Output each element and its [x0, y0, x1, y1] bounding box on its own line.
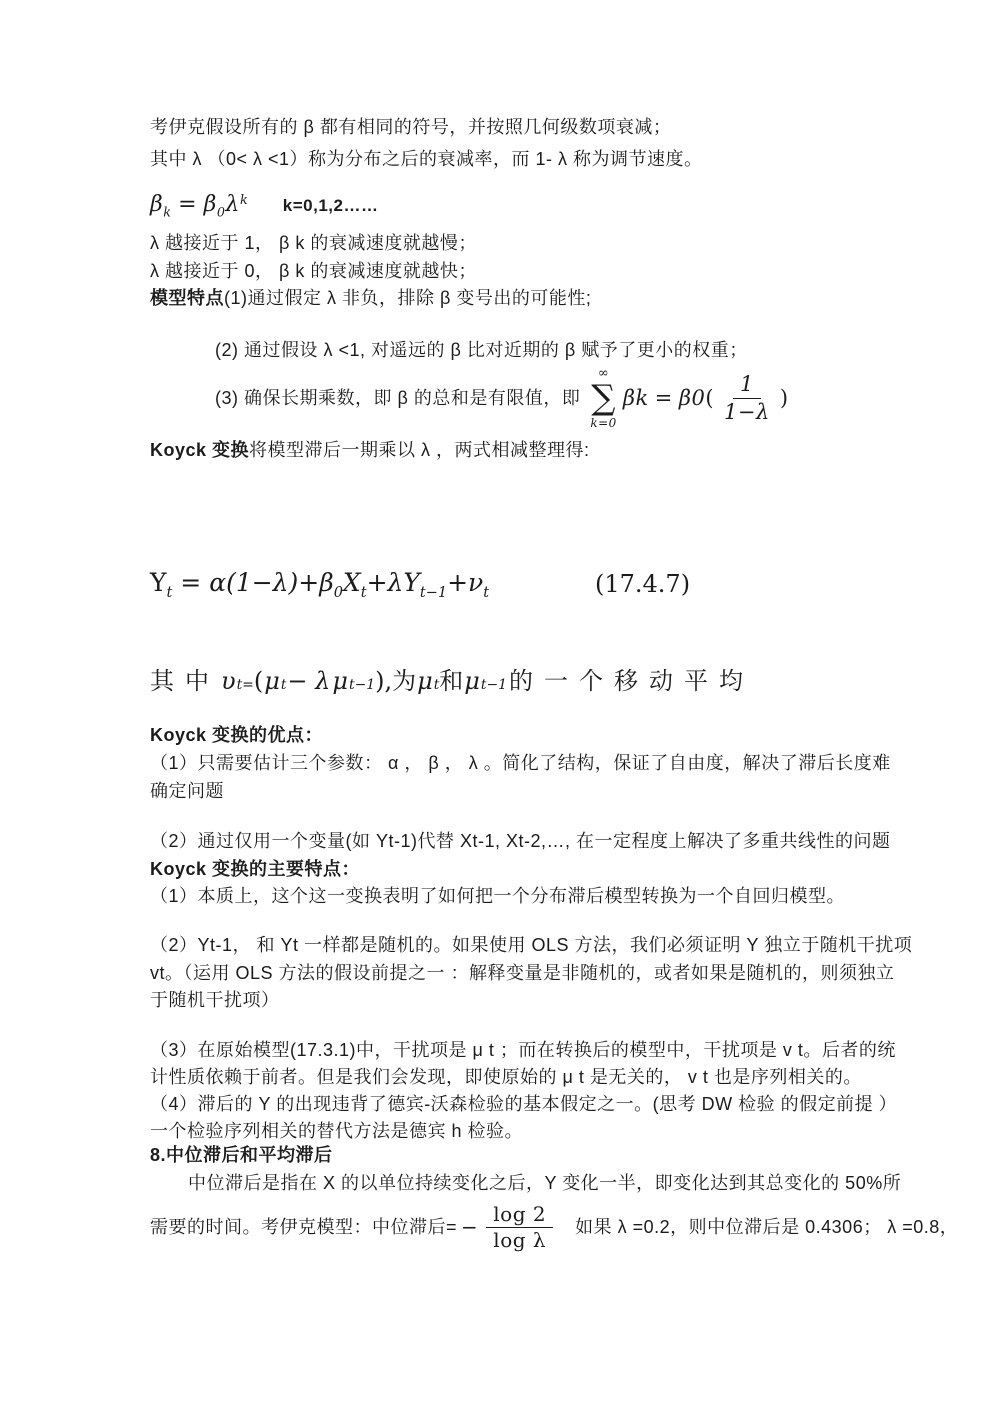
beta-0-symbol: β	[203, 192, 217, 218]
median-lag-example-text: 如果 λ =0.2，则中位滞后是 0.4306； λ =0.8，	[575, 1217, 959, 1237]
long-run-fraction	[717, 371, 777, 425]
lambda-symbol: λ	[225, 192, 240, 218]
median-lag-line1: 中位滞后是指在 X 的以单位持续变化之后，Y 变化一半，即变化达到其总变化的 50%所	[188, 1173, 902, 1193]
formula-geometric-decay	[150, 188, 379, 226]
koyck-transform-heading: Koyck 变换	[150, 440, 250, 460]
X-subscript: t	[360, 585, 367, 602]
main-feature-2-line1: （2）Yt-1， 和 Yt 一样都是随机的。如果使用 OLS 方法，我们必须证明 Y 独立于随机干扰项	[150, 935, 913, 955]
equation-koyck-17-4-7	[150, 570, 850, 606]
lambda-Y-term: λY	[387, 568, 420, 597]
paragraph-koyck-assumption: 考伊克假设所有的 β 都有相同的符号，并按照几何级数项衰减；	[150, 117, 672, 137]
beta-0-subscript: 0	[216, 205, 226, 221]
main-features-heading: Koyck 变换的主要特点：	[150, 859, 361, 879]
paragraph-moving-average	[150, 668, 754, 698]
mu-t-1-symbol: μ	[464, 667, 480, 695]
beta-subscript: 0	[333, 585, 343, 602]
advantage-1-line2: 确定问题	[150, 781, 224, 801]
equation-number: (17.4.7)	[595, 570, 691, 598]
mu-t-symbol: μ	[264, 667, 280, 695]
main-feature-4-line1: （4）滞后的 Y 的出现违背了德宾-沃森检验的基本假定之一。(思考 DW 检验 的假定前提 ）	[150, 1094, 898, 1114]
moving-average-label: 的一个移动平均	[508, 668, 754, 695]
mu-t-1-symbol: μ	[332, 667, 348, 695]
model-features-heading: 模型特点	[150, 288, 224, 308]
minus-lambda: − λ	[287, 667, 331, 695]
paragraph-lambda-definition: 其中 λ （0< λ <1）称为分布之后的衰减率，而 1- λ 称为调节速度。	[150, 149, 703, 169]
paragraph-koyck-transform	[150, 437, 590, 463]
plus-sign: +	[366, 568, 388, 597]
equals-sign: =	[172, 568, 210, 597]
sigma-symbol: ∑	[591, 378, 616, 418]
alpha-term: α(1−λ)+	[209, 568, 320, 597]
beta-0-subscript: 0	[691, 386, 706, 410]
mu-t-1-subscript: t−1	[480, 677, 507, 693]
paragraph-decay-slow: λ 越接近于 1， β k 的衰减速度就越慢；	[150, 233, 477, 253]
nu-term: +ν	[447, 568, 484, 597]
Y-symbol: Y	[150, 568, 167, 597]
median-lag-heading: 8.中位滞后和平均滞后	[150, 1145, 333, 1165]
X-symbol: X	[342, 568, 361, 597]
fraction-numerator: 1	[733, 371, 761, 398]
close-paren: )	[779, 386, 789, 410]
k-range-label: k=0,1,2……	[282, 196, 379, 216]
model-feature-3-text: (3) 确保长期乘数，即 β 的总和是有限值，即	[215, 388, 581, 408]
beta-k-symbol: β	[622, 386, 636, 410]
paragraph-model-features-2: (2) 通过假设 λ <1, 对遥远的 β 比对近期的 β 赋予了更小的权重；	[215, 340, 748, 360]
Y-subscript: t	[166, 585, 173, 602]
fraction-numerator: log 2	[486, 1202, 553, 1228]
main-feature-3-line1: （3）在原始模型(17.3.1)中，干扰项是 μ t ；而在转换后的模型中，干扰项是 v t。后者的统	[150, 1040, 896, 1060]
upsilon-subscript: t=	[236, 677, 254, 693]
fraction-denominator: log λ	[493, 1227, 547, 1252]
model-feature-1-text: (1)通过假定 λ 非负，排除 β 变号出的可能性;	[224, 288, 592, 308]
paragraph-decay-fast: λ 越接近于 0， β k 的衰减速度就越快；	[150, 261, 477, 281]
summation-symbol	[590, 367, 616, 429]
mu-t-subscript: t	[433, 677, 440, 693]
close-paren: ),	[375, 667, 393, 695]
beta-symbol: β	[319, 568, 334, 597]
lambda-exponent: k	[239, 193, 249, 208]
lambda-Y-subscript: t−1	[419, 585, 448, 602]
open-paren: (	[253, 667, 264, 695]
paragraph-model-features-3	[215, 360, 789, 436]
mu-t-subscript: t	[280, 677, 287, 693]
nu-subscript: t	[483, 585, 490, 602]
beta-k-subscript: k	[635, 386, 649, 410]
infinity-symbol: ∞	[597, 366, 610, 381]
median-lag-fraction	[486, 1202, 553, 1253]
main-feature-3-line2: 计性质依赖于前者。但是我们会发现，即使原始的 μ t 是无关的， v t 也是序列相关的。	[150, 1067, 862, 1087]
koyck-transform-text: 将模型滞后一期乘以 λ ，两式相减整理得:	[249, 440, 590, 460]
mu-t-symbol: μ	[417, 667, 433, 695]
sum-lower-limit: k=0	[590, 416, 617, 430]
wei-label: 为	[392, 668, 417, 695]
beta-0-symbol: β	[678, 386, 692, 410]
advantages-heading: Koyck 变换的优点：	[150, 725, 324, 745]
main-feature-4-line2: 一个检验序列相关的替代方法是德宾 h 检验。	[150, 1121, 524, 1141]
he-label: 和	[439, 668, 464, 695]
main-feature-2-line3: 于随机干扰项）	[150, 990, 280, 1010]
median-lag-formula-prefix: 需要的时间。考伊克模型：中位滞后=	[150, 1217, 458, 1237]
advantage-2: （2）通过仅用一个变量(如 Yt-1)代替 Xt-1, Xt-2,…, 在一定程度上解决了多重共线性的问题	[150, 831, 891, 851]
minus-sign: −	[461, 1215, 479, 1239]
equals-sign: =	[654, 386, 673, 410]
beta-k-symbol: β	[150, 192, 164, 218]
median-lag-line2	[150, 1192, 958, 1262]
advantage-1-line1: （1）只需要估计三个参数： α ， β ， λ 。简化了结构，保证了自由度，解决了滞后长度难	[150, 753, 891, 773]
main-feature-1: （1）本质上，这个这一变换表明了如何把一个分布滞后模型转换为一个自回归模型。	[150, 886, 846, 906]
mu-t-1-subscript: t−1	[348, 677, 376, 693]
open-paren: (	[705, 386, 715, 410]
fraction-denominator: 1−λ	[724, 399, 770, 424]
equals-sign: =	[178, 192, 198, 218]
qizhong-label: 其中	[150, 668, 220, 695]
upsilon-symbol: υ	[221, 667, 236, 695]
beta-k-subscript: k	[163, 205, 172, 221]
main-feature-2-line2: vt。（运用 OLS 方法的假设前提之一 ：解释变量是非随机的，或者如果是随机的，则须独立	[150, 963, 895, 983]
paragraph-model-features-1	[150, 285, 591, 311]
